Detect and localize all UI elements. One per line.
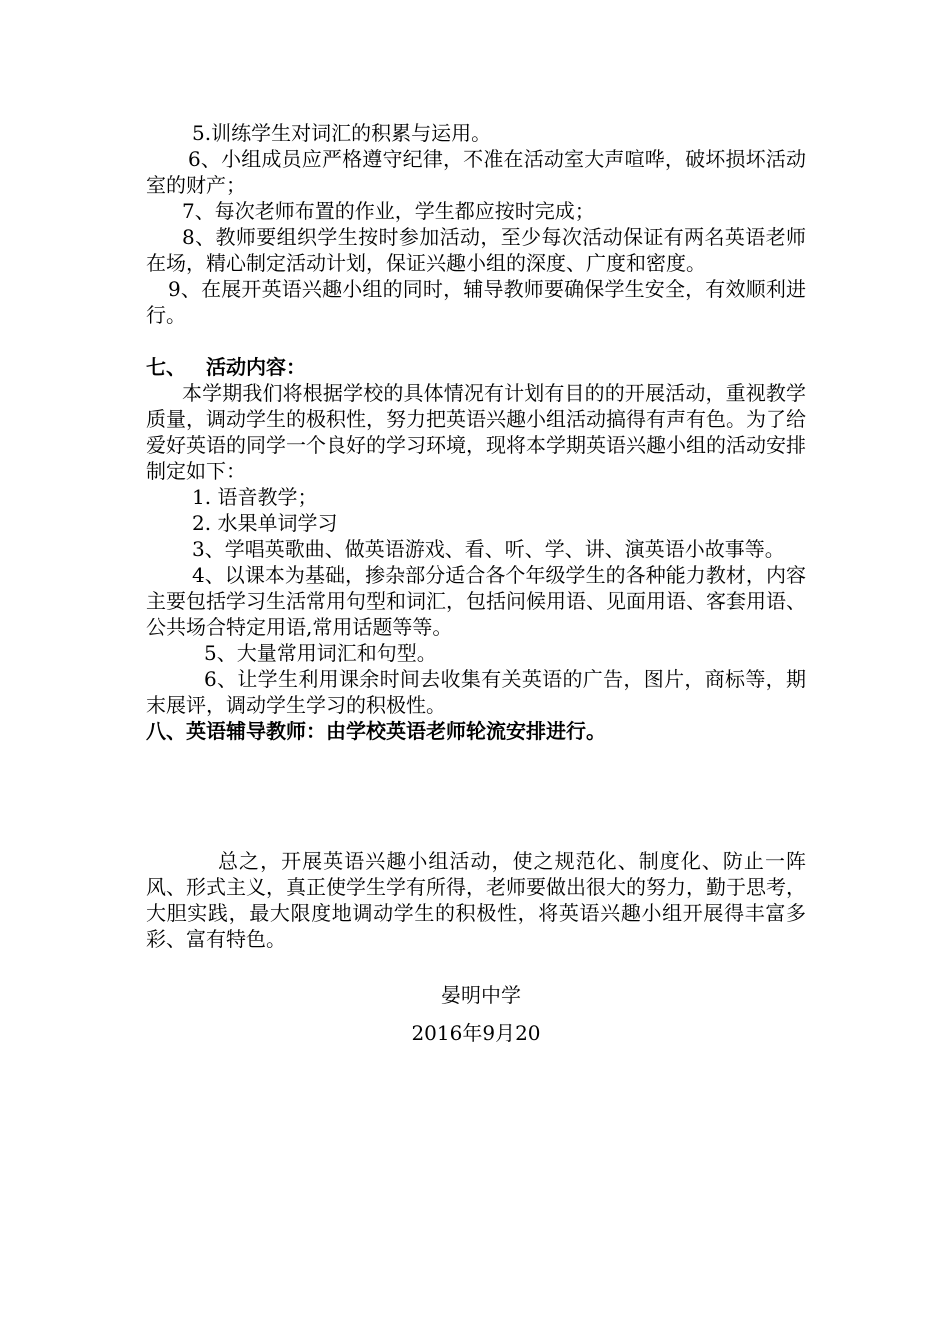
spacer bbox=[146, 328, 806, 354]
section-8-heading: 八、英语辅导教师：由学校英语老师轮流安排进行。 bbox=[146, 719, 606, 743]
activity-item-3: 3、学唱英歌曲、做英语游戏、看、听、学、讲、演英语小故事等。 bbox=[192, 537, 785, 561]
activity-item-6: 6、让学生利用课余时间去收集有关英语的广告，图片，商标等，期末展评，调动学生学习的积极性。 bbox=[146, 667, 806, 717]
activity-item-1: 1. 语音教学； bbox=[192, 485, 318, 509]
activity-item-2: 2. 水果单词学习 bbox=[192, 511, 338, 535]
rule-item-8: 8、教师要组织学生按时参加活动，至少每次活动保证有两名英语老师在场，精心制定活动计划，保证兴趣小组的深度、广度和密度。 bbox=[146, 225, 806, 275]
section-7-title: 活动内容： bbox=[206, 355, 306, 379]
rule-item-9: 9、在展开英语兴趣小组的同时，辅导教师要确保学生安全，有效顺利进行。 bbox=[146, 277, 806, 327]
spacer-large bbox=[146, 744, 806, 848]
signature-date: 2016年9月20 bbox=[411, 1021, 541, 1045]
section-7-intro: 本学期我们将根据学校的具体情况有计划有目的的开展活动，重视教学质量，调动学生的极积性，努力把英语兴趣小组活动搞得有声有色。为了给爱好英语的同学一个良好的学习环境，现将本学期英语兴趣小组的活动安排制定如下： bbox=[146, 381, 806, 483]
summary-paragraph: 总之，开展英语兴趣小组活动，使之规范化、制度化、防止一阵风、形式主义，真正使学生学有所得，老师要做出很大的努力，勤于思考，大胆实践，最大限度地调动学生的积极性，将英语兴趣小组开展得丰富多彩、富有特色。 bbox=[146, 849, 806, 951]
signature-school: 晏明中学 bbox=[441, 983, 521, 1007]
rule-item-7: 7、每次老师布置的作业，学生都应按时完成； bbox=[182, 199, 595, 223]
rule-item-6: 6、小组成员应严格遵守纪律，不准在活动室大声喧哗，破坏损坏活动室的财产； bbox=[146, 147, 806, 197]
rule-item-5: 5.训练学生对词汇的积累与运用。 bbox=[192, 121, 492, 145]
activity-item-4: 4、以课本为基础，掺杂部分适合各个年级学生的各种能力教材，内容主要包括学习生活常用句型和词汇，包括问候用语、见面用语、客套用语、公共场合特定用语,常用话题等等。 bbox=[146, 563, 806, 639]
section-7-number: 七、 bbox=[146, 355, 186, 379]
activity-item-5: 5、大量常用词汇和句型。 bbox=[204, 641, 437, 665]
section-7-heading bbox=[146, 354, 806, 380]
document-body bbox=[146, 120, 806, 1046]
